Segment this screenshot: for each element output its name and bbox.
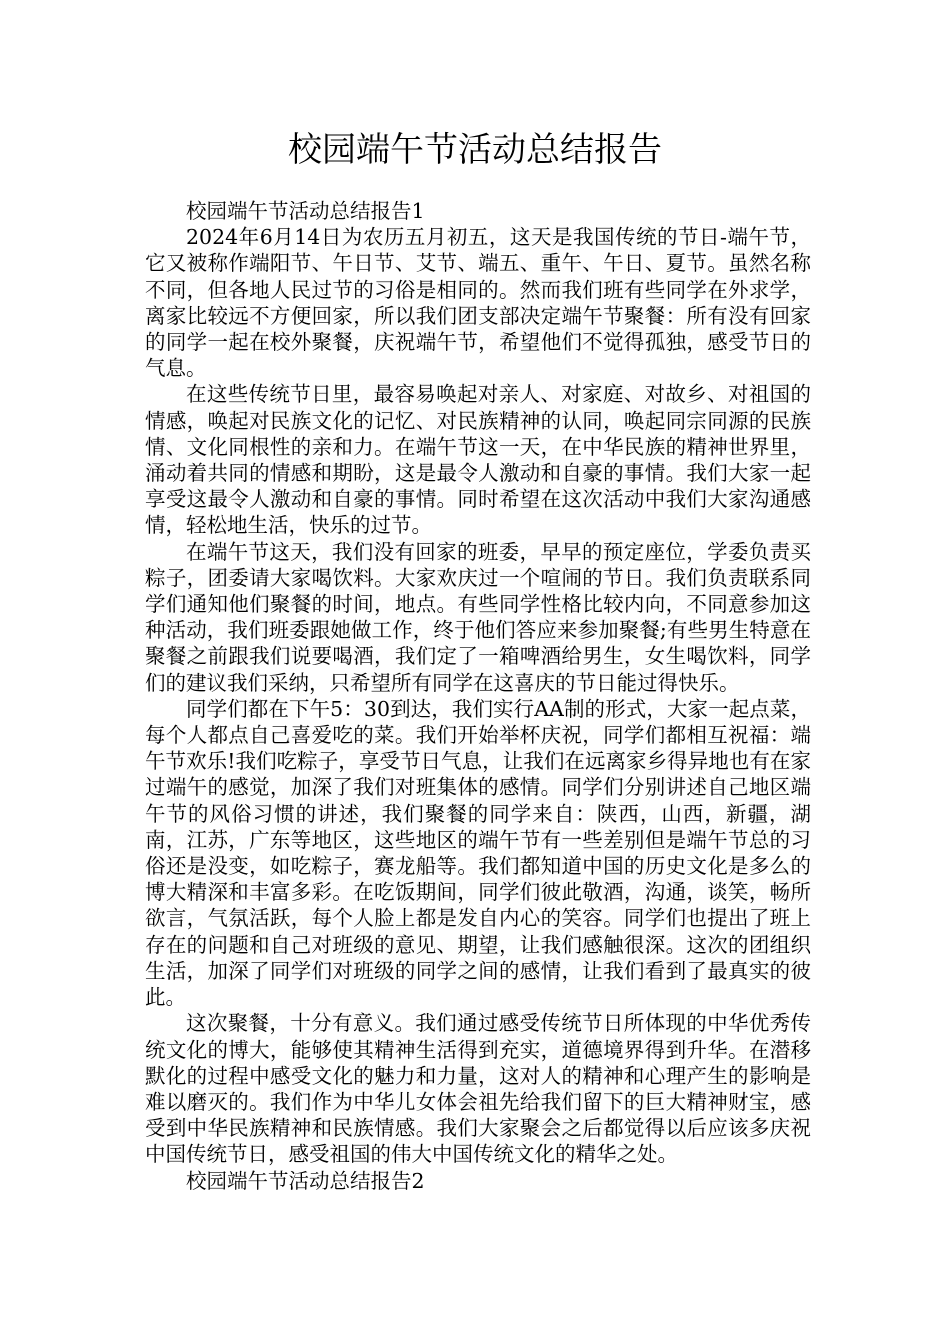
section-heading-2: 校园端午节活动总结报告2 <box>186 1168 425 1193</box>
paragraph: 在这些传统节日里，最容易唤起对亲人、对家庭、对故乡、对祖国的情感，唤起对民族文化的记忆、对民族精神的认同，唤起同宗同源的民族情、文化同根性的亲和力。在端午节这一天，在中华民族的精神世界里，涌动着共同的情感和期盼，这是最令人激动和自豪的事情。我们大家一起享受这最令人激动和自豪的事情。同时希望在这次活动中我们大家沟通感情，轻松地生活，快乐的过节。 <box>145 382 811 538</box>
paragraph: 2024年6月14日为农历五月初五，这天是我国传统的节日-端午节，它又被称作端阳节、午日节、艾节、端五、重午、午日、夏节。虽然名称不同，但各地人民过节的习俗是相同的。然而我们班有些同学在外求学，离家比较远不方便回家，所以我们团支部决定端午节聚餐：所有没有回家的同学一起在校外聚餐，庆祝端午节，希望他们不觉得孤独，感受节日的气息。 <box>145 225 811 381</box>
paragraph: 同学们都在下午5：30到达，我们实行AA制的形式，大家一起点菜，每个人都点自己喜爱吃的菜。我们开始举杯庆祝，同学们都相互祝福：端午节欢乐!我们吃粽子，享受节日气息，让我们在远离家乡得异地也有在家过端午的感觉，加深了我们对班集体的感情。同学们分别讲述自己地区端午节的风俗习惯的讲述，我们聚餐的同学来自：陕西，山西，新疆，湖南，江苏，广东等地区，这些地区的端午节有一些差别但是端午节总的习俗还是没变，如吃粽子，赛龙船等。我们都知道中国的历史文化是多么的博大精深和丰富多彩。在吃饭期间，同学们彼此敬酒，沟通，谈笑，畅所欲言，气氛活跃，每个人脸上都是发自内心的笑容。同学们也提出了班上存在的问题和自己对班级的意见、期望，让我们感触很深。这次的团组织生活，加深了同学们对班级的同学之间的感情，让我们看到了最真实的彼此。 <box>145 696 811 1010</box>
paragraph: 在端午节这天，我们没有回家的班委，早早的预定座位，学委负责买粽子，团委请大家喝饮料。大家欢庆过一个喧闹的节日。我们负责联系同学们通知他们聚餐的时间，地点。有些同学性格比较内向，不同意参加这种活动，我们班委跟她做工作，终于他们答应来参加聚餐;有些男生特意在聚餐之前跟我们说要喝酒，我们定了一箱啤酒给男生，女生喝饮料，同学们的建议我们采纳，只希望所有同学在这喜庆的节日能过得快乐。 <box>145 539 811 695</box>
document-body <box>145 198 811 1194</box>
document-title: 校园端午节活动总结报告 <box>288 130 662 170</box>
paragraph: 这次聚餐，十分有意义。我们通过感受传统节日所体现的中华优秀传统文化的博大，能够使其精神生活得到充实，道德境界得到升华。在潜移默化的过程中感受文化的魅力和力量，这对人的精神和心理产生的影响是难以磨灭的。我们作为中华儿女体会祖先给我们留下的巨大精神财宝，感受到中华民族精神和民族情感。我们大家聚会之后都觉得以后应该多庆祝中国传统节日，感受祖国的伟大中国传统文化的精华之处。 <box>145 1011 811 1167</box>
section-heading-1: 校园端午节活动总结报告1 <box>186 199 425 223</box>
